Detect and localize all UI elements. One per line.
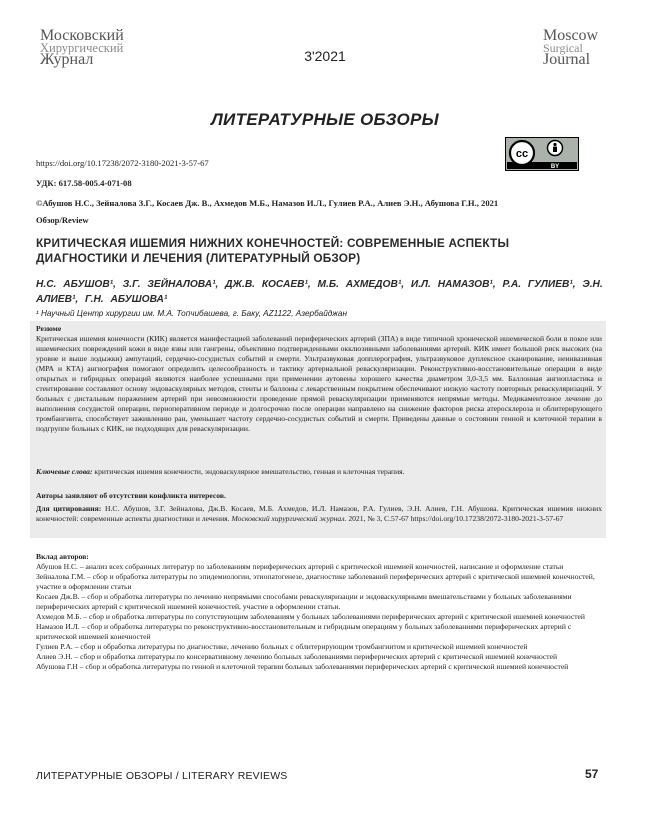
- contribution-item: Алиев Э.Н. – сбор и обработка литературы по консервативному лечению больных заболеваниями периферических артерий с критической ишемией конечностей: [36, 651, 558, 661]
- cc-text: cc: [515, 148, 529, 160]
- keywords-label: Ключевые слова:: [36, 467, 93, 476]
- logo-line: Московский: [40, 27, 124, 44]
- abstract-text: Критическая ишемия конечности (КИК) является манифестацией заболеваний периферических артерий (ЗПА) в виде типичной хронической ишемической боли в покое или ишемических повреждений кожи в виде язвы или гангрены, объективно подтвержденными окклюзивными заболеваниями артерий. КИК имеет большой риск высоких (на уровне и выше лодыжки) ампутаций, сердечно-сосудистых событий и смерти. Ультразвуковая допплерография, ультразвуковое дуплексное сканирование, неинвазивная (МРА и КТА) ангиография помогают определить целесообразность и тактику артериальной реваскуляризации. Реконструктивно-восстановительные операции в виде открытых и гибридных операций являются наиболее успешными при применении аутовены хорошего качества диаметром 3,0-3,5 мм. Баллонная ангиопластика и стентирование составляют основу эндоваскулярных методов, стенты и баллоны с лекарственным покрытием обеспечивают низкую частоту повторных реваскуляризаций. У больных с дистальным поражением артерий при невозможности проведение прямой реваскуляризации применяются непрямые методы. Медикаментозное лечение до выполнения сосудистой операции, периоперативном периоде и долгосрочно после операции направлено на снижение факторов риска атеросклероза и облитерирующего тромбангиита, способствует заживлению ран, уменьшает частоту сердечно-сосудистых событий и смерти. Приведены данные о состоянии генной и клеточной терапии в подгруппе больных с КИК, не подходящих для реваскуляризации.: [36, 334, 602, 433]
- contribution-item: Намазов И.Л. – сбор и обработка литературы по реконструктивно-восстановительным и гибридным операциям у больных заболеваниями периферических артерий с критической ишемией конечностей: [36, 621, 572, 641]
- contribution-item: Зейналова Г.М. – сбор и обработка литературы по эпидемиологии, этиопатогенезе, диагностике заболеваний периферических артерий с критической ишемией конечностей, участие в оформлении статьи: [36, 571, 595, 591]
- copyright-line: ©Абушов Н.С., Зейналова З.Г., Косаев Дж. В., Ахмедов М.Б., Намазов И.Л., Гулиев Р.А., Алиев Э.Н., Абушова Г.Н., 2021: [36, 198, 499, 208]
- contributions-list: [36, 562, 602, 671]
- contribution-item: Гулиев Р.А. – сбор и обработка литературы по диагностике, лечению больных с облитерирующим тромбангиитом и критической ишемией конечностей: [36, 641, 528, 651]
- citation-block: [36, 504, 602, 524]
- logo-line: Surgical: [543, 41, 583, 55]
- conflict-statement: Авторы заявляют об отсутствии конфликта интересов.: [36, 491, 226, 500]
- contributions-label: Вклад авторов:: [36, 552, 89, 561]
- contribution-item: Ахмедов М.Б. – сбор и обработка литературы по сопутствующим заболеваниям у больных заболеваниями периферических артерий с критической ишемией конечностей: [36, 611, 585, 621]
- article-type: Обзор/Review: [36, 215, 89, 225]
- author-list: Н.С. АБУШОВ¹, З.Г. ЗЕЙНАЛОВА¹, ДЖ.В. КОСАЕВ¹, М.Б. АХМЕДОВ¹, И.Л. НАМАЗОВ¹, Р.А. ГУЛИЕВ¹, Э.Н. АЛИЕВ¹, Г.Н. АБУШОВА¹: [36, 279, 603, 305]
- udc-code: УДК: 617.58-005.4-071-08: [36, 178, 132, 188]
- section-title: ЛИТЕРАТУРНЫЕ ОБЗОРЫ: [211, 110, 439, 129]
- affiliation: ¹ Научный Центр хирургии им. М.А. Топчибашева, г. Баку, AZ1122, Азербайджан: [36, 309, 347, 318]
- logo-line: Хирургический: [40, 41, 124, 55]
- citation-tail: 2021, № 3, С.57-67 https://doi.org/10.17238/2072-3180-2021-3-57-67: [348, 514, 564, 523]
- doi-link[interactable]: https://doi.org/10.17238/2072-3180-2021-3-57-67: [36, 158, 209, 168]
- logo-line: Journal: [543, 51, 591, 68]
- cc-by-license-icon[interactable]: [505, 137, 579, 171]
- keywords-text: критическая ишемия конечности, эндоваскулярное вмешательство, генная и клеточная терапия.: [94, 467, 405, 476]
- by-text: BY: [550, 164, 560, 170]
- abstract-label: Резюме: [36, 324, 62, 333]
- page-number: 57: [585, 767, 599, 781]
- contribution-item: Абушова Г.Н – сбор и обработка литературы по генной и клеточной терапии больных заболеваниями периферических артерий с критической ишемией конечностей: [36, 661, 569, 671]
- citation-journal: Московский хирургический журнал.: [231, 514, 347, 523]
- keywords: [36, 467, 602, 476]
- citation-text: Н.С. Абушов, З.Г. Зейналова, Дж.В. Косаев, М.Б. Ахмедов, И.Л. Намазов, Р.А. Гулиев, Э.Н. Алиев, Г.Н. Абушова. Критическая ишемия нижних конечностей: современные аспекты диагностики и лечения.: [36, 504, 603, 523]
- logo-line: Moscow: [543, 27, 599, 44]
- issue-number: 3'2021: [304, 48, 346, 64]
- journal-logo-en: [543, 27, 623, 68]
- logo-line: Журнал: [40, 51, 94, 68]
- contribution-item: Абушов Н.С. – анализ всех собранных литератур по заболеваниям периферических артерий с критической ишемией конечностей, написание и оформление статьи: [36, 562, 564, 571]
- contribution-item: Косаев Дж.В. – сбор и обработка литературы по лечению непрямыми способами реваскуляризации и эндоваскулярными вмешательствами у больных заболеваниями периферических артерий с критической ишемией конечностей, участие в оформлении статьи.: [36, 591, 572, 611]
- article-title: КРИТИЧЕСКАЯ ИШЕМИЯ НИЖНИХ КОНЕЧНОСТЕЙ: СОВРЕМЕННЫЕ АСПЕКТЫ ДИАГНОСТИКИ И ЛЕЧЕНИЯ (ЛИТЕРАТУРНЫЙ ОБЗОР): [36, 236, 510, 265]
- footer-section: ЛИТЕРАТУРНЫЕ ОБЗОРЫ / LITERARY REVIEWS: [36, 770, 288, 782]
- citation-label: Для цитирования:: [36, 504, 102, 513]
